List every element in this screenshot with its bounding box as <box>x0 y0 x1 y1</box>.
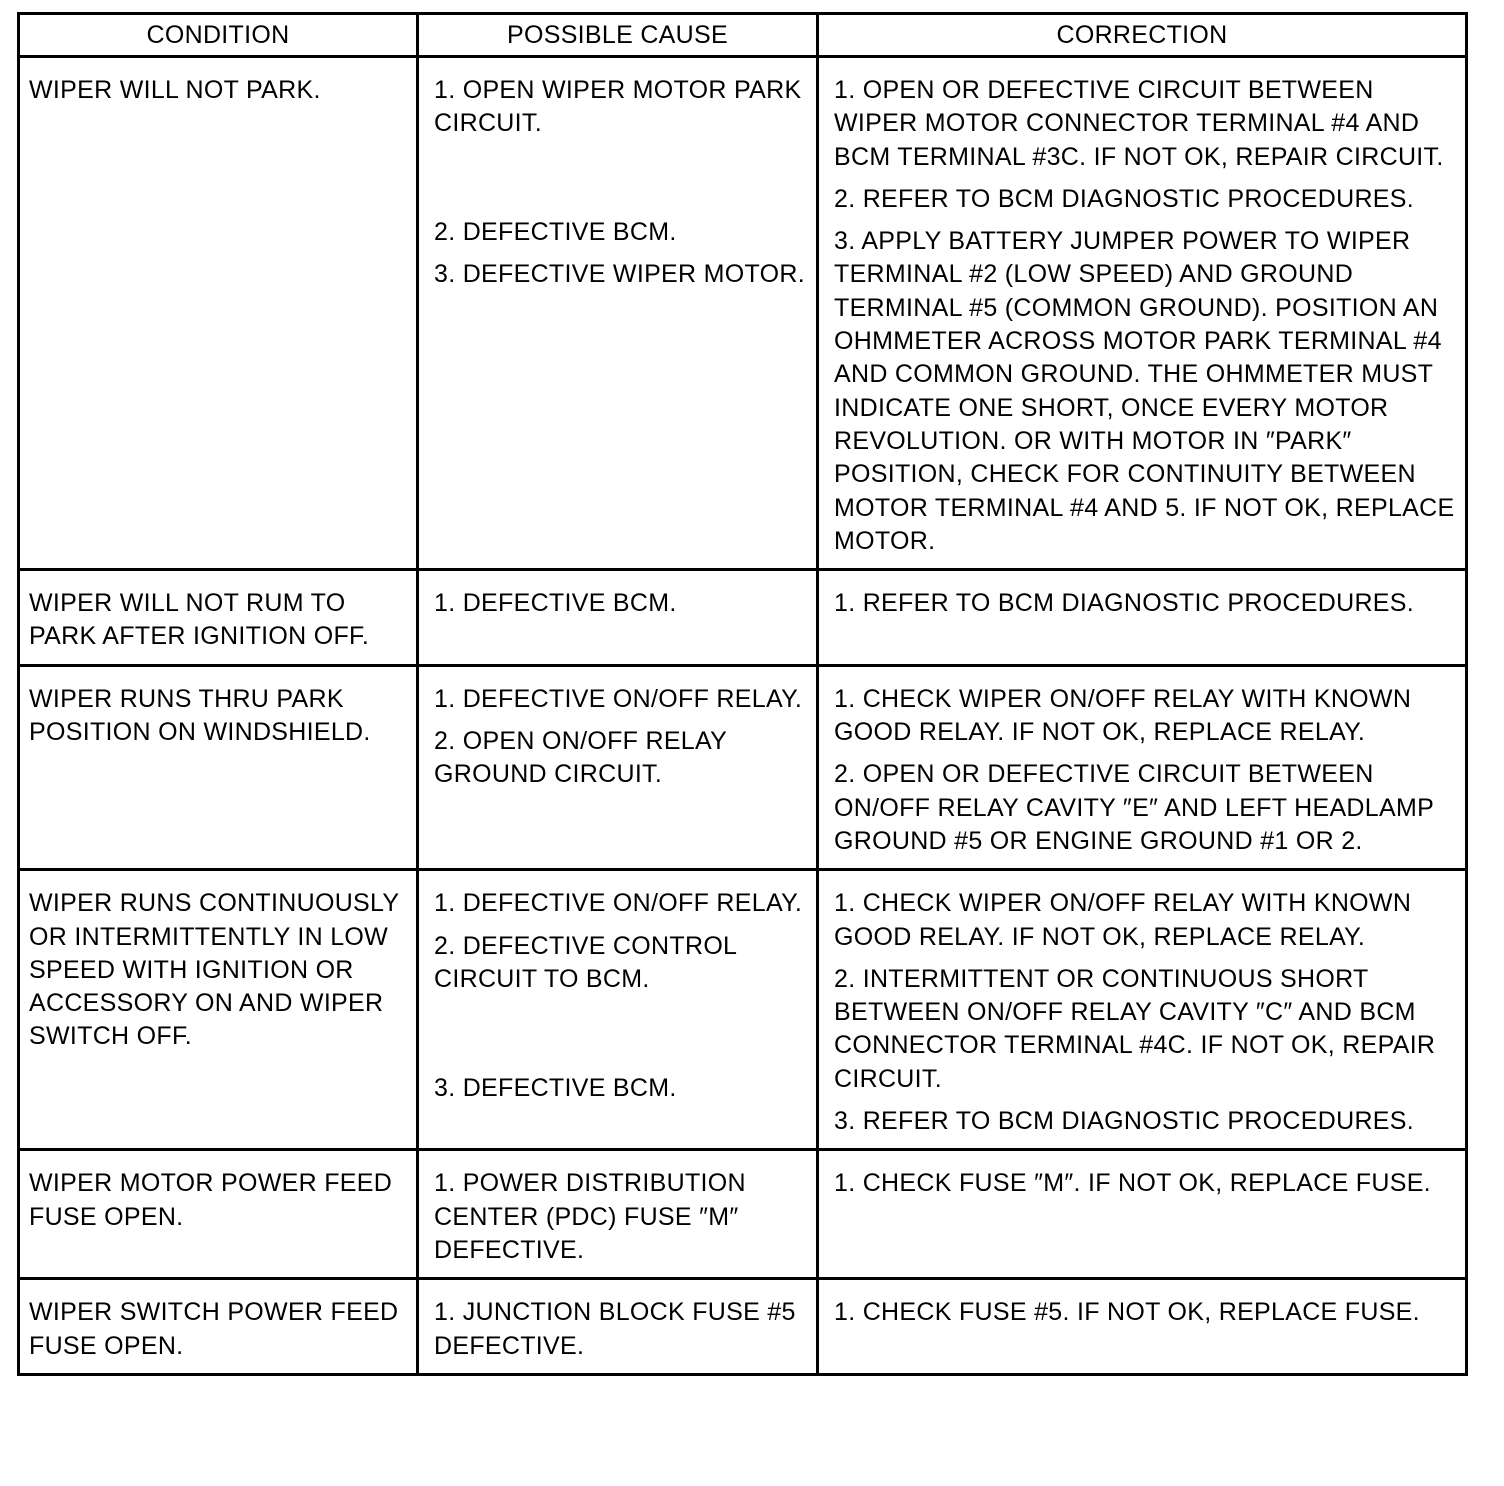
table-row <box>19 1150 1467 1279</box>
cause-entry: 1. DEFECTIVE ON/OFF RELAY. <box>434 889 803 918</box>
correction-entry: 2. REFER TO BCM DIAGNOSTIC PROCEDURES. <box>834 184 1415 213</box>
correction-entry: 1. CHECK WIPER ON/OFF RELAY WITH KNOWN GOOD RELAY. IF NOT OK, REPLACE RELAY. <box>834 889 1412 951</box>
condition-cell <box>19 57 418 570</box>
condition-text: WIPER RUNS CONTINUOUSLY OR INTERMITTENTLY IN LOW SPEED WITH IGNITION OR ACCESSORY ON AND WIPER SWITCH OFF. <box>29 889 399 1051</box>
cause-entry: 2. DEFECTIVE BCM. <box>434 218 677 246</box>
condition-text: WIPER RUNS THRU PARK POSITION ON WINDSHIELD. <box>29 684 371 747</box>
correction-entry: 1. CHECK FUSE #5. IF NOT OK, REPLACE FUSE. <box>834 1298 1420 1327</box>
header-row <box>19 14 1467 57</box>
cause-cell <box>418 1279 818 1375</box>
correction-entry: 3. APPLY BATTERY JUMPER POWER TO WIPER TERMINAL #2 (LOW SPEED) AND GROUND TERMINAL #5 (COMMON GROUND). POSITION AN OHMMETER ACROSS MOTOR PARK TERMINAL #4 AND COMMON GROUND. THE OHMMETER MUST INDICATE ONE SHORT, ONCE EVERY MOTOR REVOLUTION. OR WITH MOTOR IN ″PARK″ POSITION, CHECK FOR CONTINUITY BETWEEN MOTOR TERMINAL #4 AND 5. IF NOT OK, REPLACE MOTOR. <box>834 227 1455 555</box>
correction-entry: 3. REFER TO BCM DIAGNOSTIC PROCEDURES. <box>834 1107 1415 1136</box>
header-condition: CONDITION <box>19 14 418 57</box>
table-row <box>19 570 1467 666</box>
correction-entry: 1. CHECK WIPER ON/OFF RELAY WITH KNOWN GOOD RELAY. IF NOT OK, REPLACE RELAY. <box>834 684 1412 747</box>
header-correction: CORRECTION <box>818 14 1467 57</box>
cause-entry: 3. DEFECTIVE BCM. <box>434 1073 677 1102</box>
table-row <box>19 870 1467 1150</box>
condition-cell <box>19 1279 418 1375</box>
cause-cell <box>418 1150 818 1279</box>
cause-entry: 2. DEFECTIVE CONTROL CIRCUIT TO BCM. <box>434 931 737 993</box>
condition-text: WIPER SWITCH POWER FEED FUSE OPEN. <box>29 1298 399 1360</box>
diagnosis-table <box>17 12 1468 1376</box>
correction-cell <box>818 665 1467 869</box>
correction-entry: 1. CHECK FUSE ″M″. IF NOT OK, REPLACE FUSE. <box>834 1169 1431 1198</box>
table-row <box>19 665 1467 869</box>
correction-cell <box>818 1150 1467 1279</box>
cause-cell <box>418 570 818 666</box>
condition-cell <box>19 870 418 1150</box>
correction-cell <box>818 570 1467 666</box>
correction-cell <box>818 1279 1467 1375</box>
cause-entry: 1. POWER DISTRIBUTION CENTER (PDC) FUSE ″M″ DEFECTIVE. <box>434 1169 746 1264</box>
condition-cell <box>19 570 418 666</box>
correction-cell <box>818 57 1467 570</box>
correction-entry: 1. REFER TO BCM DIAGNOSTIC PROCEDURES. <box>834 589 1415 618</box>
cause-cell <box>418 870 818 1150</box>
cause-entry: 1. OPEN WIPER MOTOR PARK CIRCUIT. <box>434 76 802 138</box>
correction-cell <box>818 870 1467 1150</box>
cause-entry: 1. DEFECTIVE BCM. <box>434 589 677 618</box>
cause-cell <box>418 665 818 869</box>
condition-cell <box>19 1150 418 1279</box>
condition-text: WIPER WILL NOT PARK. <box>29 76 321 104</box>
cause-entry: 2. OPEN ON/OFF RELAY GROUND CIRCUIT. <box>434 727 727 789</box>
correction-entry: 1. OPEN OR DEFECTIVE CIRCUIT BETWEEN WIPER MOTOR CONNECTOR TERMINAL #4 AND BCM TERMINAL #3C. IF NOT OK, REPAIR CIRCUIT. <box>834 76 1444 171</box>
correction-entry: 2. INTERMITTENT OR CONTINUOUS SHORT BETWEEN ON/OFF RELAY CAVITY ″C″ AND BCM CONNECTOR TERMINAL #4C. IF NOT OK, REPAIR CIRCUIT. <box>834 964 1436 1093</box>
correction-entry: 2. OPEN OR DEFECTIVE CIRCUIT BETWEEN ON/OFF RELAY CAVITY ″E″ AND LEFT HEADLAMP GROUND #5 OR ENGINE GROUND #1 OR 2. <box>834 760 1434 855</box>
condition-text: WIPER WILL NOT RUM TO PARK AFTER IGNITION OFF. <box>29 589 370 651</box>
cause-cell <box>418 57 818 570</box>
condition-cell <box>19 665 418 869</box>
header-possible-cause: POSSIBLE CAUSE <box>418 14 818 57</box>
cause-entry: 1. JUNCTION BLOCK FUSE #5 DEFECTIVE. <box>434 1298 796 1360</box>
table-row <box>19 57 1467 570</box>
cause-entry: 3. DEFECTIVE WIPER MOTOR. <box>434 260 805 289</box>
cause-entry: 1. DEFECTIVE ON/OFF RELAY. <box>434 684 803 713</box>
condition-text: WIPER MOTOR POWER FEED FUSE OPEN. <box>29 1169 393 1231</box>
table-row <box>19 1279 1467 1375</box>
